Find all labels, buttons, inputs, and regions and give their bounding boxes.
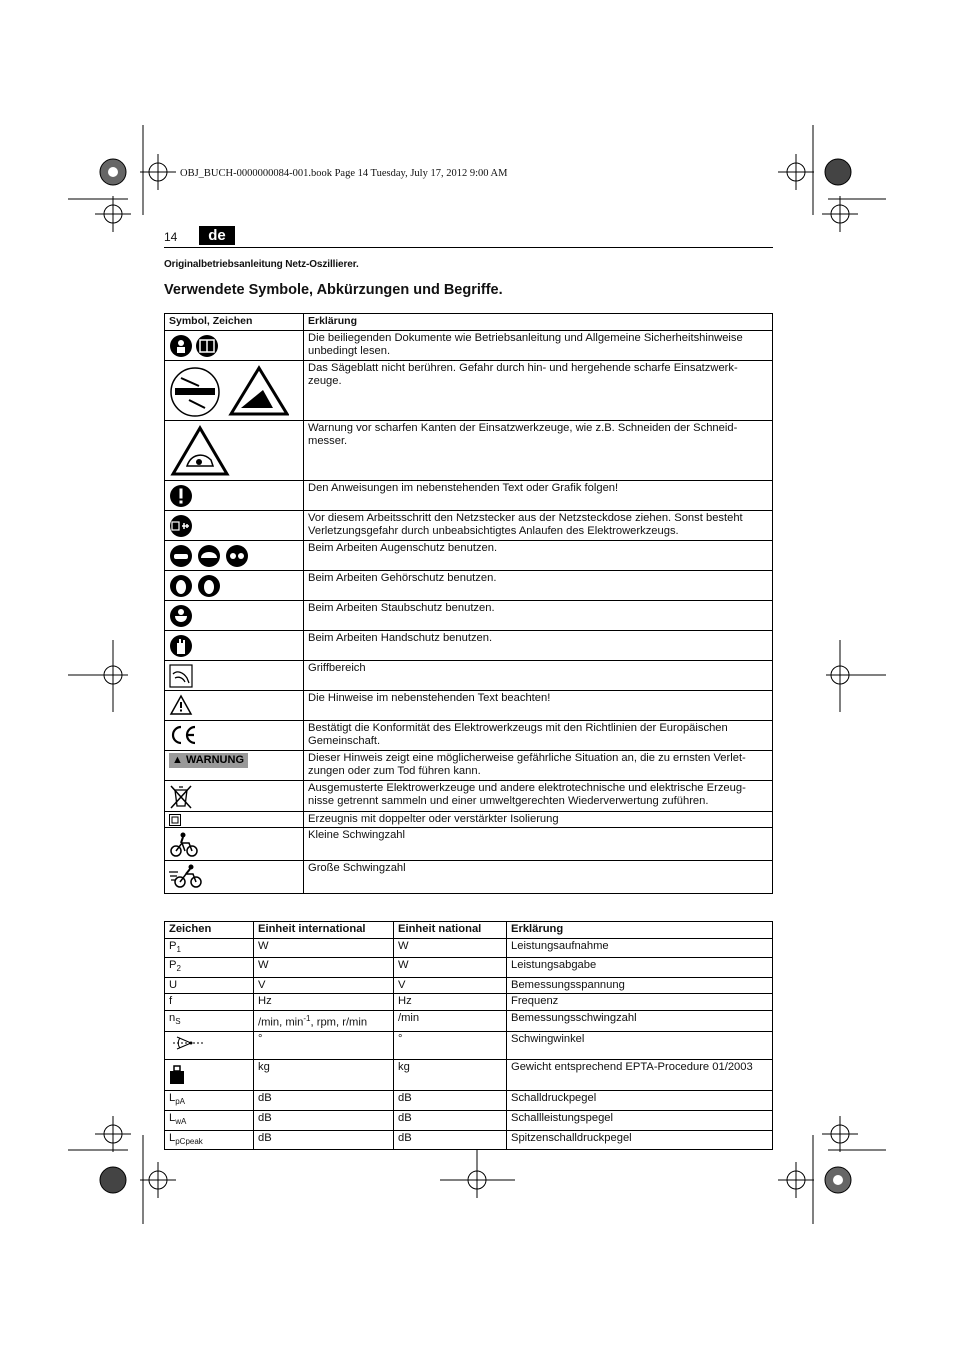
table-row: $L_{pA}$ dB dB Schalldruckpegel xyxy=(165,1091,773,1111)
slow-bike-icon xyxy=(169,829,202,841)
units-table xyxy=(164,921,773,1150)
ce-mark-icon xyxy=(169,722,202,734)
table-row: $n_S$ /min, $\min^{-1}$, rpm, r/min /min Bemessungsschwingzahl xyxy=(165,1010,773,1031)
exclamation-icon xyxy=(169,482,196,494)
ear-protection-icons xyxy=(169,572,226,584)
explanation: Dieser Hinweis zeigt eine möglicherweise gefährliche Situation an, die zu ernsten Verlet-zungen oder zum Tod führen kann. xyxy=(304,750,773,780)
table-row xyxy=(165,540,773,570)
header-cell: Zeichen xyxy=(165,922,254,939)
table-row xyxy=(165,330,773,360)
table-row xyxy=(165,420,773,480)
explanation: Erzeugnis mit doppelter oder verstärkter Isolierung xyxy=(304,811,773,828)
explanation: Das Sägeblatt nicht berühren. Gefahr durch hin- und hergehende scharfe Einsatzwerk-zeuge. xyxy=(304,360,773,420)
table-row xyxy=(165,360,773,420)
do-not-touch-blade-icons xyxy=(169,362,292,374)
header-cell: Einheit national xyxy=(394,922,507,939)
gloves-icon xyxy=(169,632,196,644)
read-manual-icons xyxy=(169,332,222,344)
table-row: $P_2$ W W Leistungsabgabe xyxy=(165,958,773,978)
explanation: Den Anweisungen im nebenstehenden Text oder Grafik folgen! xyxy=(304,480,773,510)
table-row xyxy=(165,780,773,811)
warning-triangle-icon xyxy=(169,692,196,704)
dust-mask-icon xyxy=(169,602,196,614)
weight-icon xyxy=(169,1076,185,1088)
explanation: Kleine Schwingzahl xyxy=(304,828,773,861)
explanation: Die Hinweise im nebenstehenden Text beachten! xyxy=(304,690,773,720)
double-insulation-icon xyxy=(169,813,184,825)
explanation: Griffbereich xyxy=(304,660,773,690)
explanation: Vor diesem Arbeitsschritt den Netzstecker aus der Netzsteckdose ziehen. Sonst besteht Verletzungsgefahr durch unbeabsichtigtes Anlaufen des Elektrowerkzeugs. xyxy=(304,510,773,540)
table-row: f Hz Hz Frequenz xyxy=(165,994,773,1011)
table-row xyxy=(165,630,773,660)
page-number: 14 xyxy=(164,230,178,244)
header-cell: Symbol, Zeichen xyxy=(165,314,304,331)
table-header-row xyxy=(165,314,773,331)
explanation: Warnung vor scharfen Kanten der Einsatzwerkzeuge, wie z.B. Schneiden der Schneid-messer. xyxy=(304,420,773,480)
explanation: Beim Arbeiten Staubschutz benutzen. xyxy=(304,600,773,630)
explanation: Ausgemusterte Elektrowerkzeuge und andere elektrotechnische und elektrische Erzeug-nisse getrennt sammeln und einer umweltgerechten Wiederverwertung zuführen. xyxy=(304,780,773,811)
table-row xyxy=(165,480,773,510)
header-cell: Erklärung xyxy=(507,922,773,939)
table-row: kg kg Gewicht entsprechend EPTA-Procedure 01/2003 xyxy=(165,1059,773,1091)
print-slug: OBJ_BUCH-0000000084-001.book Page 14 Tuesday, July 17, 2012 9:00 AM xyxy=(180,168,508,179)
table-row xyxy=(165,510,773,540)
table-row xyxy=(165,570,773,600)
table-header-row xyxy=(165,922,773,939)
table-row xyxy=(165,750,773,780)
table-row: ° ° Schwingwinkel xyxy=(165,1032,773,1060)
table-row xyxy=(165,690,773,720)
table-row xyxy=(165,811,773,828)
header-rule xyxy=(164,247,773,248)
grip-area-icon xyxy=(169,662,196,674)
table-row: U V V Bemessungsspannung xyxy=(165,977,773,994)
sharp-edges-warning-icon xyxy=(169,422,234,434)
oscillation-angle-icon xyxy=(169,1044,209,1056)
symbols-table xyxy=(164,313,773,894)
table-row: $P_1$ W W Leistungsaufnahme xyxy=(165,938,773,958)
header-cell: Einheit international xyxy=(254,922,394,939)
unplug-icon xyxy=(169,512,196,524)
weee-bin-icon xyxy=(169,782,196,794)
document-name: Originalbetriebsanleitung Netz-Oszillierer. xyxy=(164,259,359,270)
fast-bike-icon xyxy=(169,862,206,874)
table-row: $L_{wA}$ dB dB Schallleistungspegel xyxy=(165,1110,773,1130)
explanation: Die beiliegenden Dokumente wie Betriebsanleitung und Allgemeine Sicherheitshinweise unbedingt lesen. xyxy=(304,330,773,360)
table-row xyxy=(165,828,773,861)
explanation: Große Schwingzahl xyxy=(304,861,773,894)
table-row xyxy=(165,660,773,690)
table-row xyxy=(165,600,773,630)
explanation: Beim Arbeiten Augenschutz benutzen. xyxy=(304,540,773,570)
table-row xyxy=(165,720,773,750)
language-badge: de xyxy=(199,226,235,245)
eye-protection-icons xyxy=(169,542,252,554)
warning-triangle-icon: ▲ xyxy=(172,753,183,766)
explanation: Bestätigt die Konformität des Elektrowerkzeugs mit den Richtlinien der Europäischen Gemeinschaft. xyxy=(304,720,773,750)
explanation: Beim Arbeiten Handschutz benutzen. xyxy=(304,630,773,660)
explanation: Beim Arbeiten Gehörschutz benutzen. xyxy=(304,570,773,600)
section-title: Verwendete Symbole, Abkürzungen und Begriffe. xyxy=(164,282,503,298)
table-row xyxy=(165,861,773,894)
header-cell: Erklärung xyxy=(304,314,773,331)
warnung-badge: ▲ WARNUNG xyxy=(169,753,248,769)
table-row: $L_{pCpeak}$ dB dB Spitzenschalldruckpegel xyxy=(165,1130,773,1150)
